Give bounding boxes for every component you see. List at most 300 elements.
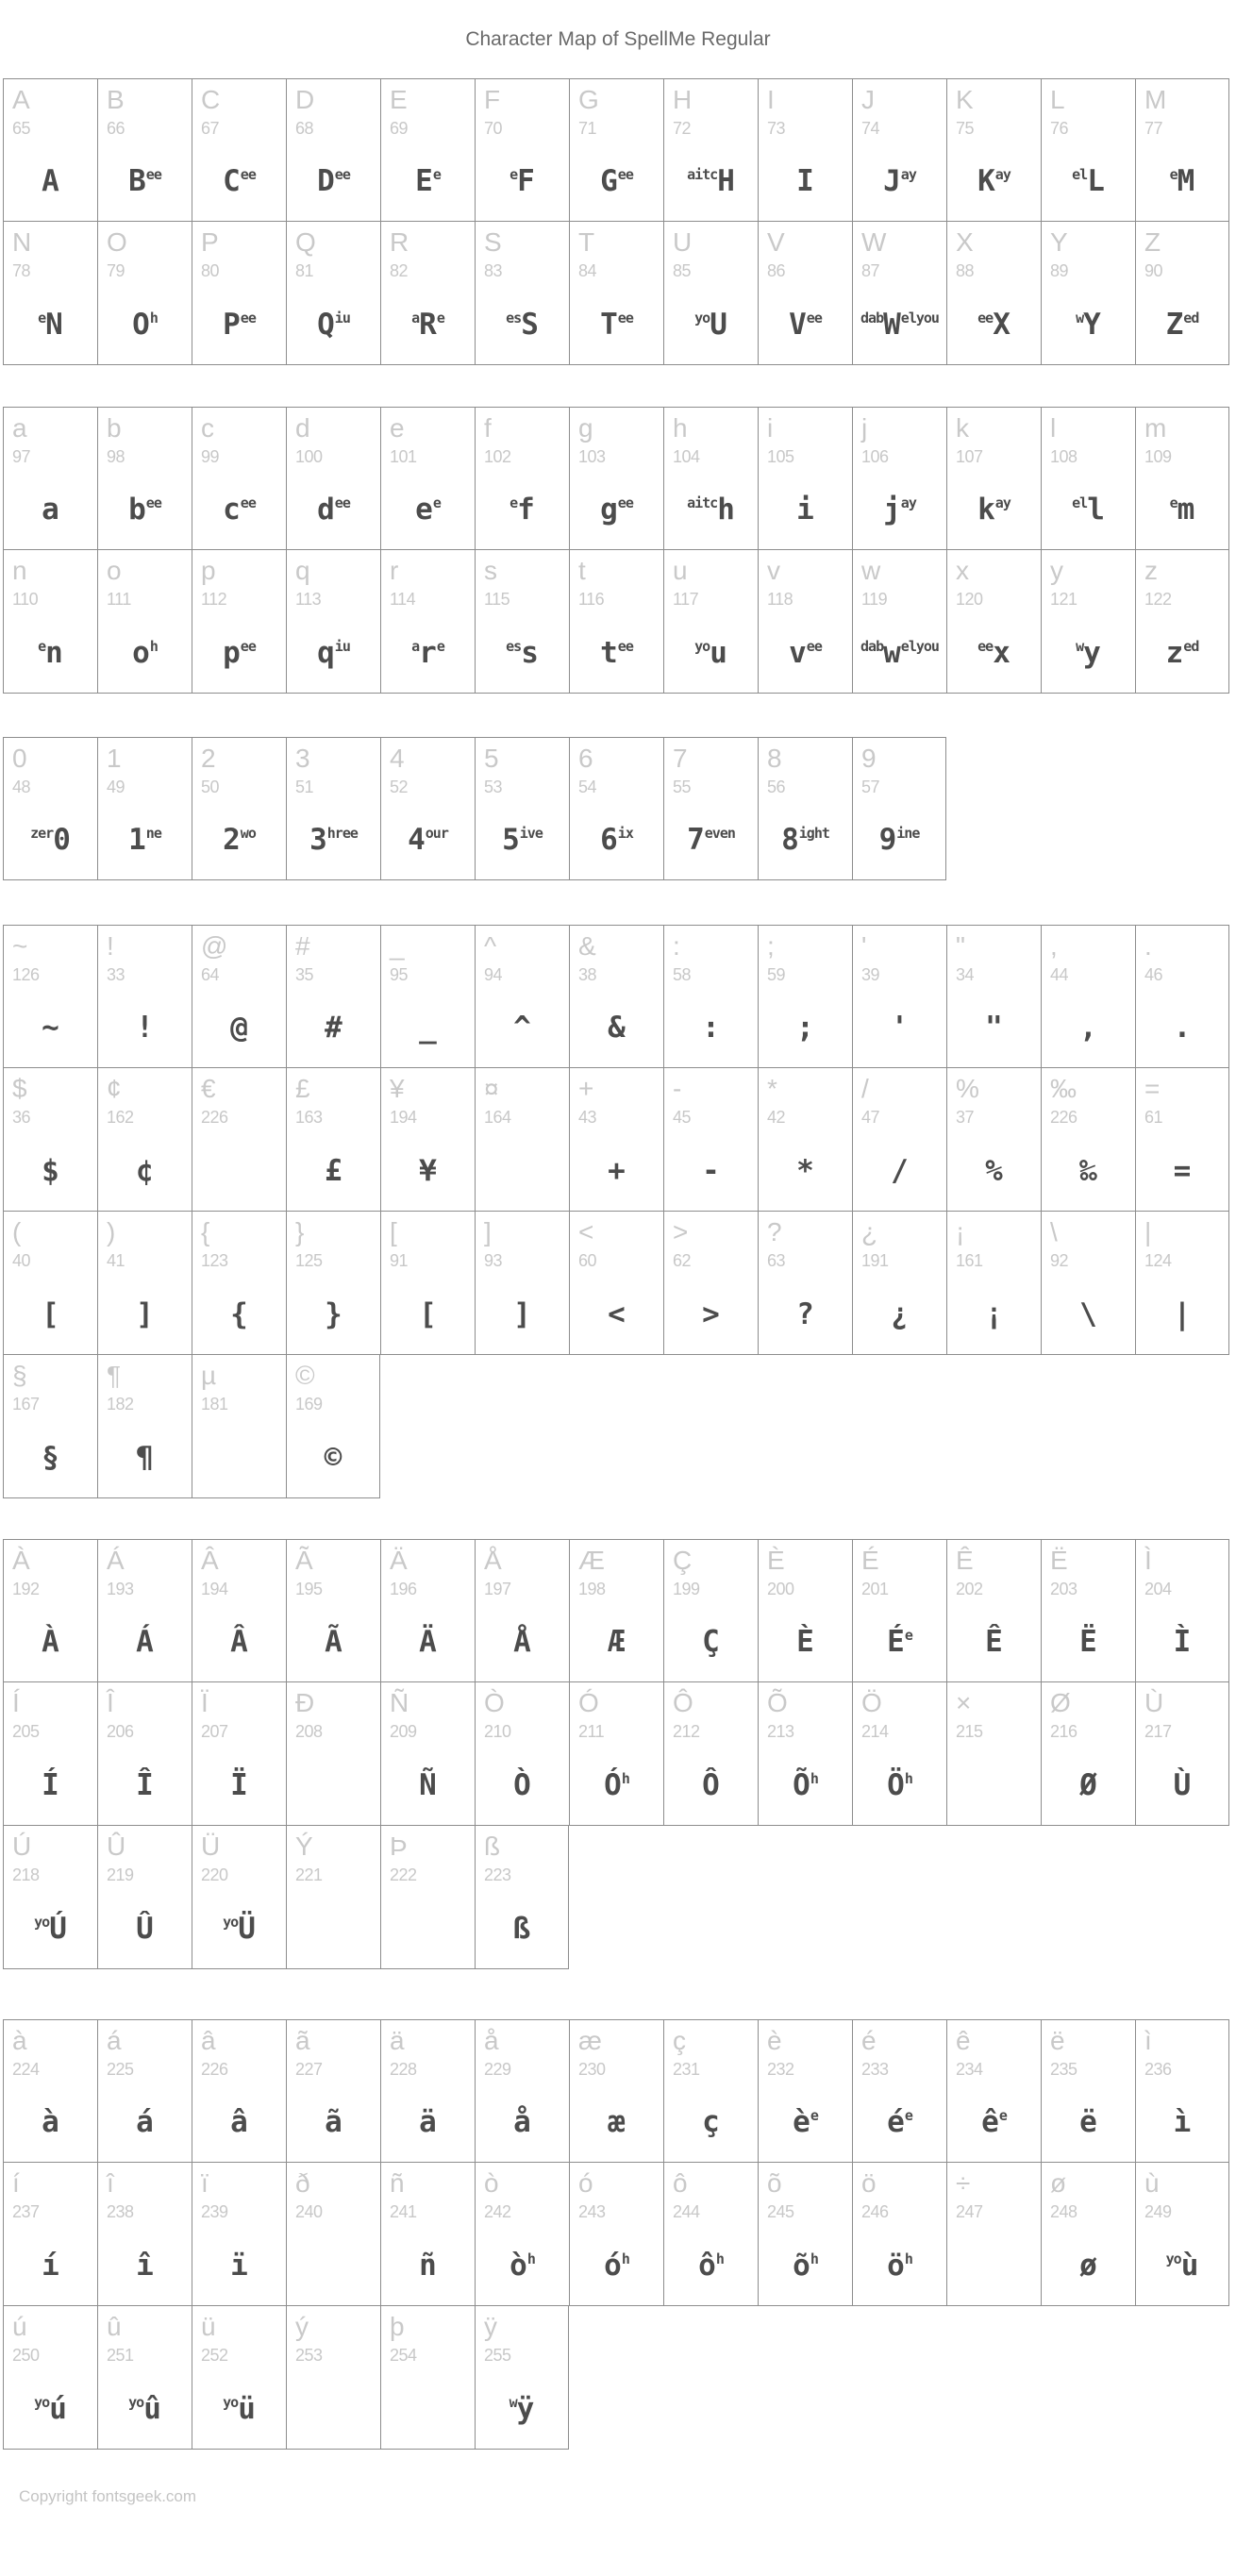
char-label: Ý: [295, 1832, 313, 1861]
glyph-main: |: [1173, 1297, 1192, 1331]
char-code: 198: [578, 1580, 606, 1598]
char-code: 81: [295, 261, 314, 280]
char-cell: [663, 1068, 758, 1212]
glyph-main: p: [223, 636, 241, 670]
char-cell: [97, 407, 192, 550]
glyph-post: our: [425, 825, 448, 842]
glyph-main: ß: [512, 1912, 531, 1946]
char-code: 68: [295, 119, 314, 138]
char-code: 38: [578, 965, 597, 984]
glyph-main: Ï: [230, 1768, 248, 1802]
char-cell: [1135, 78, 1229, 222]
glyph-pre: yo: [694, 638, 710, 655]
char-code: 243: [578, 2202, 606, 2221]
char-label: ;: [767, 931, 775, 961]
char-label: y: [1050, 556, 1063, 585]
glyph-main: \: [1079, 1297, 1097, 1331]
char-label: ú: [12, 2312, 27, 2341]
glyph-post: h: [810, 1770, 818, 1787]
char-cell: [286, 550, 380, 694]
char-code: 39: [861, 965, 880, 984]
char-label: /: [861, 1074, 869, 1103]
char-code: 33: [107, 965, 125, 984]
glyph-main: ¥: [419, 1154, 437, 1188]
char-glyph: [1108, 1297, 1236, 1331]
glyph-main: d: [317, 493, 335, 527]
char-cell: [97, 1068, 192, 1212]
glyph-pre: e: [509, 494, 518, 511]
glyph-main: Î: [136, 1768, 154, 1802]
char-label: k: [956, 413, 969, 443]
char-label: æ: [578, 2026, 602, 2055]
glyph-main: B: [128, 164, 146, 198]
char-cell: [286, 2306, 380, 2450]
char-cell: [663, 78, 758, 222]
glyph-main: $: [42, 1154, 59, 1188]
char-row: [3, 550, 1236, 694]
char-code: 232: [767, 2060, 794, 2079]
glyph-main: é: [887, 2105, 905, 2139]
glyph-main: Ö: [887, 1768, 905, 1802]
char-cell: [3, 222, 97, 365]
char-cell: [569, 550, 663, 694]
glyph-main: 6: [600, 823, 618, 857]
glyph-pre: aitc: [687, 494, 718, 511]
char-code: 75: [956, 119, 975, 138]
char-cell: [663, 2019, 758, 2163]
char-code: 240: [295, 2202, 323, 2221]
char-label: 2: [201, 744, 216, 773]
glyph-post: e: [436, 638, 444, 655]
char-label: r: [390, 556, 398, 585]
char-code: 197: [484, 1580, 511, 1598]
char-label: ?: [767, 1217, 782, 1246]
char-code: 195: [295, 1580, 323, 1598]
char-label: V: [767, 227, 785, 257]
char-code: 220: [201, 1865, 228, 1884]
char-label: Ã: [295, 1546, 313, 1575]
glyph-main: }: [325, 1297, 342, 1331]
char-cell: [946, 78, 1041, 222]
char-code: 120: [956, 590, 983, 609]
char-cell: [852, 925, 946, 1068]
glyph-main: 0: [53, 823, 71, 857]
char-code: 233: [861, 2060, 889, 2079]
char-label: P: [201, 227, 219, 257]
char-cell: [475, 737, 569, 880]
char-cell: [192, 550, 286, 694]
glyph-main: 5: [502, 823, 520, 857]
glyph-main: n: [45, 636, 63, 670]
char-label: [: [390, 1217, 397, 1246]
char-cell: [192, 78, 286, 222]
char-code: 255: [484, 2346, 511, 2365]
char-code: 71: [578, 119, 597, 138]
char-label: ó: [578, 2168, 593, 2198]
char-label: å: [484, 2026, 499, 2055]
char-cell: [1041, 925, 1135, 1068]
glyph-post: e: [810, 2107, 818, 2124]
char-code: 121: [1050, 590, 1077, 609]
glyph-pre: yo: [223, 2394, 239, 2411]
char-cell: [758, 925, 852, 1068]
char-label: (: [12, 1217, 21, 1246]
char-cell: [97, 550, 192, 694]
glyph-main: {: [230, 1297, 248, 1331]
char-code: 36: [12, 1108, 31, 1127]
char-cell: [1041, 1068, 1135, 1212]
char-row: [3, 1826, 1236, 1969]
char-code: 70: [484, 119, 503, 138]
glyph-post: ay: [994, 494, 1011, 511]
char-cell: [286, 78, 380, 222]
char-cell: [852, 1212, 946, 1355]
char-cell: [946, 1212, 1041, 1355]
char-cell: [380, 78, 475, 222]
char-code: 64: [201, 965, 220, 984]
char-label: Õ: [767, 1688, 788, 1717]
glyph-pre: a: [411, 638, 420, 655]
char-code: 76: [1050, 119, 1069, 138]
char-cell: [663, 2163, 758, 2306]
char-code: 163: [295, 1108, 323, 1127]
glyph-main: ü: [238, 2392, 256, 2426]
char-label: Å: [484, 1546, 502, 1575]
char-code: 103: [578, 447, 606, 466]
glyph-post: h: [810, 2250, 818, 2267]
char-row: [3, 1212, 1236, 1355]
char-glyph: [1108, 1154, 1236, 1188]
char-cell: [3, 737, 97, 880]
char-code: 228: [390, 2060, 417, 2079]
glyph-main: t: [600, 636, 618, 670]
glyph-main: G: [600, 164, 618, 198]
char-code: 67: [201, 119, 220, 138]
glyph-main: Q: [317, 308, 335, 342]
glyph-main: í: [42, 2249, 59, 2283]
char-label: À: [12, 1546, 30, 1575]
char-cell: [3, 1539, 97, 1682]
glyph-main: 7: [687, 823, 705, 857]
glyph-post: h: [904, 2250, 912, 2267]
char-label: 8: [767, 744, 782, 773]
char-code: 203: [1050, 1580, 1077, 1598]
char-code: 41: [107, 1251, 125, 1270]
char-label: Ð: [295, 1688, 314, 1717]
char-code: 43: [578, 1108, 597, 1127]
char-row: [3, 925, 1236, 1068]
char-cell: [97, 1355, 192, 1498]
char-label: D: [295, 85, 314, 114]
glyph-main: %: [985, 1154, 1003, 1188]
char-code: 199: [673, 1580, 700, 1598]
char-code: 92: [1050, 1251, 1069, 1270]
char-code: 86: [767, 261, 786, 280]
char-cell: [475, 1539, 569, 1682]
char-label: 4: [390, 744, 405, 773]
glyph-post: ix: [617, 825, 633, 842]
char-code: 241: [390, 2202, 417, 2221]
glyph-post: e: [436, 309, 444, 326]
char-code: 80: [201, 261, 220, 280]
char-code: 93: [484, 1251, 503, 1270]
char-cell: [475, 2306, 569, 2450]
char-code: 108: [1050, 447, 1077, 466]
glyph-main: P: [223, 308, 241, 342]
glyph-main: Ì: [1173, 1625, 1192, 1659]
char-cell: [380, 737, 475, 880]
char-label: É: [861, 1546, 879, 1575]
char-cell: [97, 2163, 192, 2306]
char-cell: [1135, 1539, 1229, 1682]
char-cell: [380, 407, 475, 550]
char-code: 99: [201, 447, 220, 466]
glyph-main: Ò: [513, 1768, 531, 1802]
glyph-main: O: [132, 308, 150, 342]
char-code: 194: [201, 1580, 228, 1598]
char-cell: [663, 925, 758, 1068]
char-cell: [663, 1539, 758, 1682]
char-label: Y: [1050, 227, 1068, 257]
glyph-main: ": [985, 1011, 1003, 1045]
glyph-main: o: [132, 636, 150, 670]
char-code: 37: [956, 1108, 975, 1127]
char-code: 119: [861, 590, 888, 609]
char-code: 250: [12, 2346, 40, 2365]
char-code: 226: [201, 2060, 228, 2079]
char-cell: [1135, 407, 1229, 550]
char-cell: [1135, 1682, 1229, 1826]
char-label: Q: [295, 227, 316, 257]
glyph-main: X: [993, 308, 1011, 342]
char-code: 230: [578, 2060, 606, 2079]
char-label: ÿ: [484, 2312, 497, 2341]
char-label: Ä: [390, 1546, 408, 1575]
char-cell: [1041, 1212, 1135, 1355]
glyph-post: wo: [240, 825, 256, 842]
glyph-main: q: [317, 636, 335, 670]
char-code: 112: [201, 590, 227, 609]
glyph-post: e: [998, 2107, 1007, 2124]
glyph-main: [: [42, 1297, 59, 1331]
glyph-pre: yo: [34, 2394, 50, 2411]
glyph-main: Ë: [1079, 1625, 1097, 1659]
char-code: 34: [956, 965, 975, 984]
char-label: Ò: [484, 1688, 505, 1717]
char-cell: [97, 78, 192, 222]
char-cell: [663, 550, 758, 694]
glyph-main: ,: [1079, 1011, 1097, 1045]
glyph-main: ù: [1180, 2249, 1199, 2283]
char-label: ä: [390, 2026, 405, 2055]
glyph-main: c: [223, 493, 241, 527]
char-label: â: [201, 2026, 216, 2055]
char-code: 66: [107, 119, 125, 138]
char-label: ¤: [484, 1074, 499, 1103]
char-label: ù: [1144, 2168, 1160, 2198]
char-glyph: [1108, 1625, 1236, 1659]
char-label: µ: [201, 1361, 216, 1390]
glyph-main: U: [710, 308, 727, 342]
char-code: 63: [767, 1251, 786, 1270]
glyph-pre: yo: [1165, 2250, 1181, 2267]
char-cell: [380, 925, 475, 1068]
glyph-post: ee: [240, 166, 256, 183]
char-code: 101: [390, 447, 417, 466]
glyph-main: A: [42, 164, 59, 198]
char-code: 110: [12, 590, 39, 609]
glyph-main: Ê: [985, 1625, 1003, 1659]
char-cell: [758, 1682, 852, 1826]
char-code: 229: [484, 2060, 511, 2079]
glyph-post: ight: [798, 825, 829, 842]
glyph-pre: e: [509, 166, 518, 183]
glyph-main: å: [513, 2105, 531, 2139]
char-code: 111: [107, 590, 131, 609]
char-code: 73: [767, 119, 786, 138]
char-label: ¥: [390, 1074, 405, 1103]
char-cell: [475, 1212, 569, 1355]
glyph-main: g: [600, 493, 618, 527]
char-code: 57: [861, 778, 880, 796]
char-label: ñ: [390, 2168, 405, 2198]
char-cell: [3, 1826, 97, 1969]
glyph-main: D: [317, 164, 335, 198]
char-label: Î: [107, 1688, 114, 1717]
char-cell: [3, 2163, 97, 2306]
char-label: È: [767, 1546, 785, 1575]
char-cell: [286, 1212, 380, 1355]
char-cell: [3, 1682, 97, 1826]
glyph-post: e: [432, 166, 441, 183]
glyph-main: ã: [325, 2105, 342, 2139]
char-cell: [758, 78, 852, 222]
glyph-pre: e: [38, 638, 46, 655]
char-code: 221: [295, 1865, 323, 1884]
char-label: ì: [1144, 2026, 1152, 2055]
char-cell: [758, 1068, 852, 1212]
glyph-post: h: [621, 2250, 629, 2267]
glyph-main: Z: [1165, 308, 1184, 342]
char-code: 52: [390, 778, 409, 796]
char-label: 3: [295, 744, 310, 773]
glyph-main: Ô: [702, 1768, 720, 1802]
char-cell: [97, 1826, 192, 1969]
char-label: î: [107, 2168, 114, 2198]
char-label: ê: [956, 2026, 971, 2055]
glyph-post: elyou: [900, 638, 939, 655]
glyph-post: ay: [994, 166, 1011, 183]
glyph-main: w: [883, 636, 901, 670]
char-code: 87: [861, 261, 880, 280]
char-label: o: [107, 556, 122, 585]
char-label: è: [767, 2026, 782, 2055]
char-glyph: [1108, 164, 1236, 198]
glyph-main: _: [419, 1011, 437, 1045]
char-label: e: [390, 413, 405, 443]
char-code: 207: [201, 1722, 228, 1741]
glyph-main: y: [1083, 636, 1101, 670]
char-cell: [192, 222, 286, 365]
char-code: 164: [484, 1108, 511, 1127]
char-label: ¶: [107, 1361, 121, 1390]
char-code: 235: [1050, 2060, 1077, 2079]
block-digits: [3, 737, 1236, 880]
char-label: h: [673, 413, 688, 443]
char-cell: [758, 550, 852, 694]
glyph-main: Ã: [325, 1625, 342, 1659]
char-label: q: [295, 556, 310, 585]
glyph-main: k: [977, 493, 995, 527]
char-code: 200: [767, 1580, 794, 1598]
char-code: 90: [1144, 261, 1163, 280]
char-label: Û: [107, 1832, 125, 1861]
glyph-main: 4: [408, 823, 426, 857]
glyph-main: É: [887, 1625, 905, 1659]
char-code: 249: [1144, 2202, 1172, 2221]
char-row: [3, 2163, 1236, 2306]
char-cell: [569, 1068, 663, 1212]
glyph-main: i: [796, 493, 814, 527]
char-code: 248: [1050, 2202, 1077, 2221]
char-cell: [3, 2306, 97, 2450]
char-code: 193: [107, 1580, 134, 1598]
char-label: W: [861, 227, 886, 257]
char-label: n: [12, 556, 27, 585]
char-row: [3, 1682, 1236, 1826]
char-label: Ç: [673, 1546, 692, 1575]
char-label: ô: [673, 2168, 688, 2198]
char-cell: [380, 550, 475, 694]
char-code: 251: [107, 2346, 134, 2365]
char-code: 65: [12, 119, 31, 138]
char-cell: [192, 925, 286, 1068]
char-code: 102: [484, 447, 511, 466]
char-row: [3, 1355, 1236, 1498]
char-code: 208: [295, 1722, 323, 1741]
glyph-main: ]: [136, 1297, 154, 1331]
char-cell: [1041, 78, 1135, 222]
glyph-main: î: [136, 2249, 154, 2283]
char-row: [3, 1539, 1236, 1682]
char-label: 6: [578, 744, 593, 773]
glyph-main: ?: [796, 1297, 814, 1331]
char-label: Ú: [12, 1832, 31, 1861]
char-cell: [946, 925, 1041, 1068]
char-cell: [1135, 222, 1229, 365]
char-code: 59: [767, 965, 786, 984]
glyph-main: ¿: [891, 1297, 909, 1331]
char-code: 116: [578, 590, 605, 609]
glyph-main: h: [717, 493, 735, 527]
glyph-main: Ú: [49, 1912, 67, 1946]
char-label: Ù: [1144, 1688, 1163, 1717]
char-label: á: [107, 2026, 122, 2055]
glyph-main: ô: [698, 2249, 716, 2283]
char-code: 107: [956, 447, 983, 466]
char-label: |: [1144, 1217, 1151, 1246]
block-uppercase: [3, 78, 1236, 365]
char-code: 222: [390, 1865, 417, 1884]
char-cell: [286, 1682, 380, 1826]
char-cell: [380, 2019, 475, 2163]
char-label: t: [578, 556, 586, 585]
char-code: 88: [956, 261, 975, 280]
glyph-main: ¡: [985, 1297, 1003, 1331]
char-label: Ø: [1050, 1688, 1071, 1717]
char-code: 214: [861, 1722, 889, 1741]
glyph-pre: w: [509, 2394, 517, 2411]
